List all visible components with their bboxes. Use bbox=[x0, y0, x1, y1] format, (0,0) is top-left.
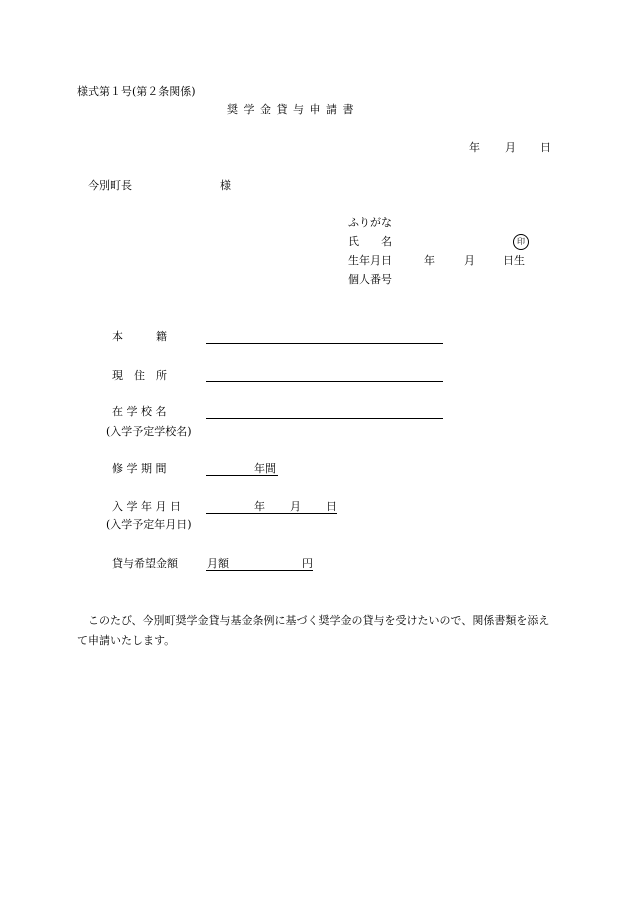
enrollment-date-underline[interactable] bbox=[206, 513, 337, 514]
school-underline[interactable] bbox=[206, 418, 443, 419]
domicile-label: 本 籍 bbox=[112, 330, 167, 343]
seal-mark: 印 bbox=[513, 234, 529, 250]
loan-amount-underline[interactable] bbox=[206, 570, 313, 571]
document-title: 奨 学 金 貸 与 申 請 書 bbox=[227, 103, 355, 116]
birth-year-label: 年 bbox=[424, 254, 435, 267]
loan-currency-label: 円 bbox=[302, 557, 313, 570]
loan-monthly-label: 月額 bbox=[207, 557, 229, 570]
school-label: 在 学 校 名 bbox=[112, 405, 167, 418]
date-year-label: 年 bbox=[469, 141, 480, 154]
enrollment-year-label: 年 bbox=[254, 500, 265, 513]
applicant-name-label: 氏 名 bbox=[348, 235, 392, 248]
birth-date-label: 生年月日 bbox=[348, 254, 392, 267]
addressee-name: 今別町長 bbox=[88, 179, 132, 192]
enrollment-day-label: 日 bbox=[326, 500, 337, 513]
school-sub-label: (入学予定学校名) bbox=[106, 425, 192, 438]
domicile-underline[interactable] bbox=[206, 343, 443, 344]
application-statement: このたび、今別町奨学金貸与基金条例に基づく奨学金の貸与を受けたいので、関係書類を添えて申請いたします。 bbox=[77, 614, 550, 647]
address-label: 現 住 所 bbox=[112, 369, 167, 382]
birth-month-label: 月 bbox=[464, 254, 475, 267]
birth-day-label: 日生 bbox=[503, 254, 525, 267]
address-underline[interactable] bbox=[206, 381, 443, 382]
form-number: 様式第１号(第２条関係) bbox=[77, 85, 196, 98]
loan-amount-label: 貸与希望金額 bbox=[112, 557, 178, 570]
date-month-label: 月 bbox=[505, 141, 516, 154]
enrollment-month-label: 月 bbox=[290, 500, 301, 513]
furigana-label: ふりがな bbox=[348, 216, 392, 229]
study-period-label: 修 学 期 間 bbox=[112, 462, 167, 475]
study-period-underline[interactable] bbox=[206, 475, 278, 476]
enrollment-date-label: 入 学 年 月 日 bbox=[112, 500, 181, 513]
enrollment-sub-label: (入学予定年月日) bbox=[106, 518, 192, 531]
study-period-unit: 年間 bbox=[254, 462, 276, 475]
addressee-honorific: 様 bbox=[220, 179, 231, 192]
date-day-label: 日 bbox=[540, 141, 551, 154]
personal-number-label: 個人番号 bbox=[348, 273, 392, 286]
